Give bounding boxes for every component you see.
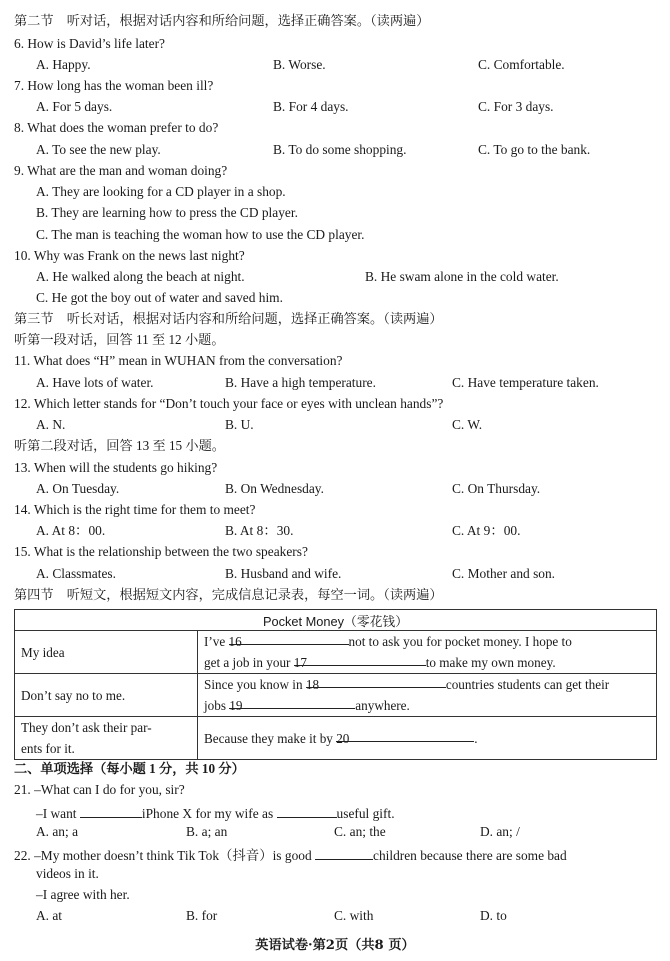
q22-option-d: D. to (480, 908, 507, 923)
q10-option-b: B. He swam alone in the cold water. (365, 269, 559, 284)
blank-18-number: 18 (305, 677, 320, 692)
q7-option-c: C. For 3 days. (478, 99, 554, 114)
q14-option-b: B. At 8：30. (225, 523, 294, 538)
q9-option-b: B. They are learning how to press the CD player. (36, 205, 298, 220)
row1-content (198, 631, 657, 674)
q21-option-a: A. an; a (36, 824, 79, 839)
q11-option-a: A. Have lots of water. (36, 375, 154, 390)
part2-header: 二、单项选择（每小题 1 分，共 10 分） (14, 761, 245, 776)
q21-text-c: useful gift. (336, 806, 395, 821)
q21-blank-1[interactable] (80, 804, 142, 818)
q10-option-c: C. He got the boy out of water and saved him. (36, 290, 283, 305)
row3-text-b: . (474, 730, 478, 746)
question-22-line1 (14, 846, 567, 862)
question-22-line2: –I agree with her. (36, 887, 130, 902)
q15-option-c: C. Mother and son. (452, 566, 556, 581)
q21-option-c: C. an; the (334, 824, 386, 839)
row2-text-c: jobs (204, 698, 230, 713)
row1-label: My idea (15, 631, 198, 674)
q21-option-b: B. a; an (186, 824, 228, 839)
q12-option-b: B. U. (225, 417, 254, 432)
question-7: 7. How long has the woman been ill? (14, 78, 214, 93)
blank-17-number: 17 (293, 655, 307, 670)
q21-blank-2[interactable] (277, 804, 337, 818)
blank-17[interactable] (293, 652, 426, 670)
section2-header: 第二节 听对话，根据对话内容和所给问题，选择正确答案。（读两遍） (14, 13, 430, 28)
q21-text-b: iPhone X for my wife as (141, 806, 277, 821)
row3-label (15, 717, 198, 760)
question-11: 11. What does “H” mean in WUHAN from the conversation? (14, 353, 343, 368)
question-6: 6. How is David’s life later? (14, 36, 165, 51)
page-footer: 英语试卷·第2页（共8 页） (255, 938, 415, 953)
q14-option-a: A. At 8：00. (36, 523, 106, 538)
section3-header: 第三节 听长对话，根据对话内容和所给问题，选择正确答案。（读两遍） (14, 311, 443, 326)
row3-label-line2: ents for it. (21, 741, 75, 756)
q15-option-b: B. Husband and wife. (225, 566, 342, 581)
table-title: Pocket Money（零花钱） (15, 610, 657, 631)
row3-text-a: Because they make it by (204, 730, 337, 746)
q22-text-a: 22. –My mother doesn’t think Tik Tok（抖音）is good (14, 848, 315, 863)
section4-header: 第四节 听短文，根据短文内容，完成信息记录表，每空一词。（读两遍） (14, 587, 443, 602)
blank-19[interactable] (229, 695, 355, 713)
question-15: 15. What is the relationship between the two speakers? (14, 544, 308, 559)
row1-text-d: to make my own money. (425, 655, 556, 670)
row2-text-a: Since you know in (204, 677, 306, 692)
row1-text-a: I’ve (204, 634, 229, 649)
q8-option-b: B. To do some shopping. (273, 142, 407, 157)
row2-text-b: countries students can get their (445, 677, 610, 692)
blank-19-number: 19 (229, 698, 243, 713)
q11-option-b: B. Have a high temperature. (225, 375, 376, 390)
pocket-money-table (14, 609, 657, 760)
q11-option-c: C. Have temperature taken. (452, 375, 599, 390)
blank-20[interactable] (336, 728, 474, 746)
section3-part1: 听第一段对话，回答 11 至 12 小题。 (14, 332, 225, 347)
q22-option-c: C. with (334, 908, 374, 923)
row1-text-b: not to ask you for pocket money. I hope to (348, 634, 572, 649)
q22-option-a: A. at (36, 908, 63, 923)
q21-option-d: D. an; / (480, 824, 520, 839)
row2-text-d: anywhere. (355, 698, 410, 713)
q8-option-c: C. To go to the bank. (478, 142, 591, 157)
q6-option-a: A. Happy. (36, 57, 91, 72)
q13-option-c: C. On Thursday. (452, 481, 541, 496)
blank-20-number: 20 (336, 730, 350, 746)
q15-option-a: A. Classmates. (36, 566, 116, 581)
section3-part2: 听第二段对话，回答 13 至 15 小题。 (14, 438, 225, 453)
row2-label: Don’t say no to me. (15, 674, 198, 717)
q13-option-a: A. On Tuesday. (36, 481, 120, 496)
q10-option-a: A. He walked along the beach at night. (36, 269, 245, 284)
q9-option-c: C. The man is teaching the woman how to use the CD player. (36, 227, 365, 242)
blank-18[interactable] (305, 674, 446, 692)
row3-label-line1: They don’t ask their par- (21, 720, 152, 735)
row2-content (198, 674, 657, 717)
question-8: 8. What does the woman prefer to do? (14, 120, 219, 135)
question-10: 10. Why was Frank on the news last night? (14, 248, 245, 263)
q6-option-c: C. Comfortable. (478, 57, 565, 72)
blank-16[interactable] (228, 631, 349, 649)
q21-text-a: –I want (36, 806, 80, 821)
q8-option-a: A. To see the new play. (36, 142, 161, 157)
row1-text-c: get a job in your (204, 655, 294, 670)
blank-16-number: 16 (228, 634, 242, 649)
question-12: 12. Which letter stands for “Don’t touch your face or eyes with unclean hands”? (14, 396, 444, 411)
q22-text-b: children because there are some bad (373, 848, 567, 863)
q12-option-c: C. W. (452, 417, 483, 432)
q6-option-b: B. Worse. (273, 57, 326, 72)
question-13: 13. When will the students go hiking? (14, 460, 218, 475)
row3-content (198, 717, 657, 760)
q22-blank[interactable] (315, 846, 373, 860)
question-22-line1-cont: videos in it. (36, 866, 99, 881)
q12-option-a: A. N. (36, 417, 66, 432)
question-14: 14. Which is the right time for them to meet? (14, 502, 256, 517)
q14-option-c: C. At 9：00. (452, 523, 521, 538)
question-21-line1: 21. –What can I do for you, sir? (14, 782, 185, 797)
q7-option-b: B. For 4 days. (273, 99, 349, 114)
question-9: 9. What are the man and woman doing? (14, 163, 228, 178)
q13-option-b: B. On Wednesday. (225, 481, 324, 496)
q22-option-b: B. for (186, 908, 218, 923)
q9-option-a: A. They are looking for a CD player in a shop. (36, 184, 286, 199)
question-21-line2 (36, 804, 395, 820)
q7-option-a: A. For 5 days. (36, 99, 113, 114)
